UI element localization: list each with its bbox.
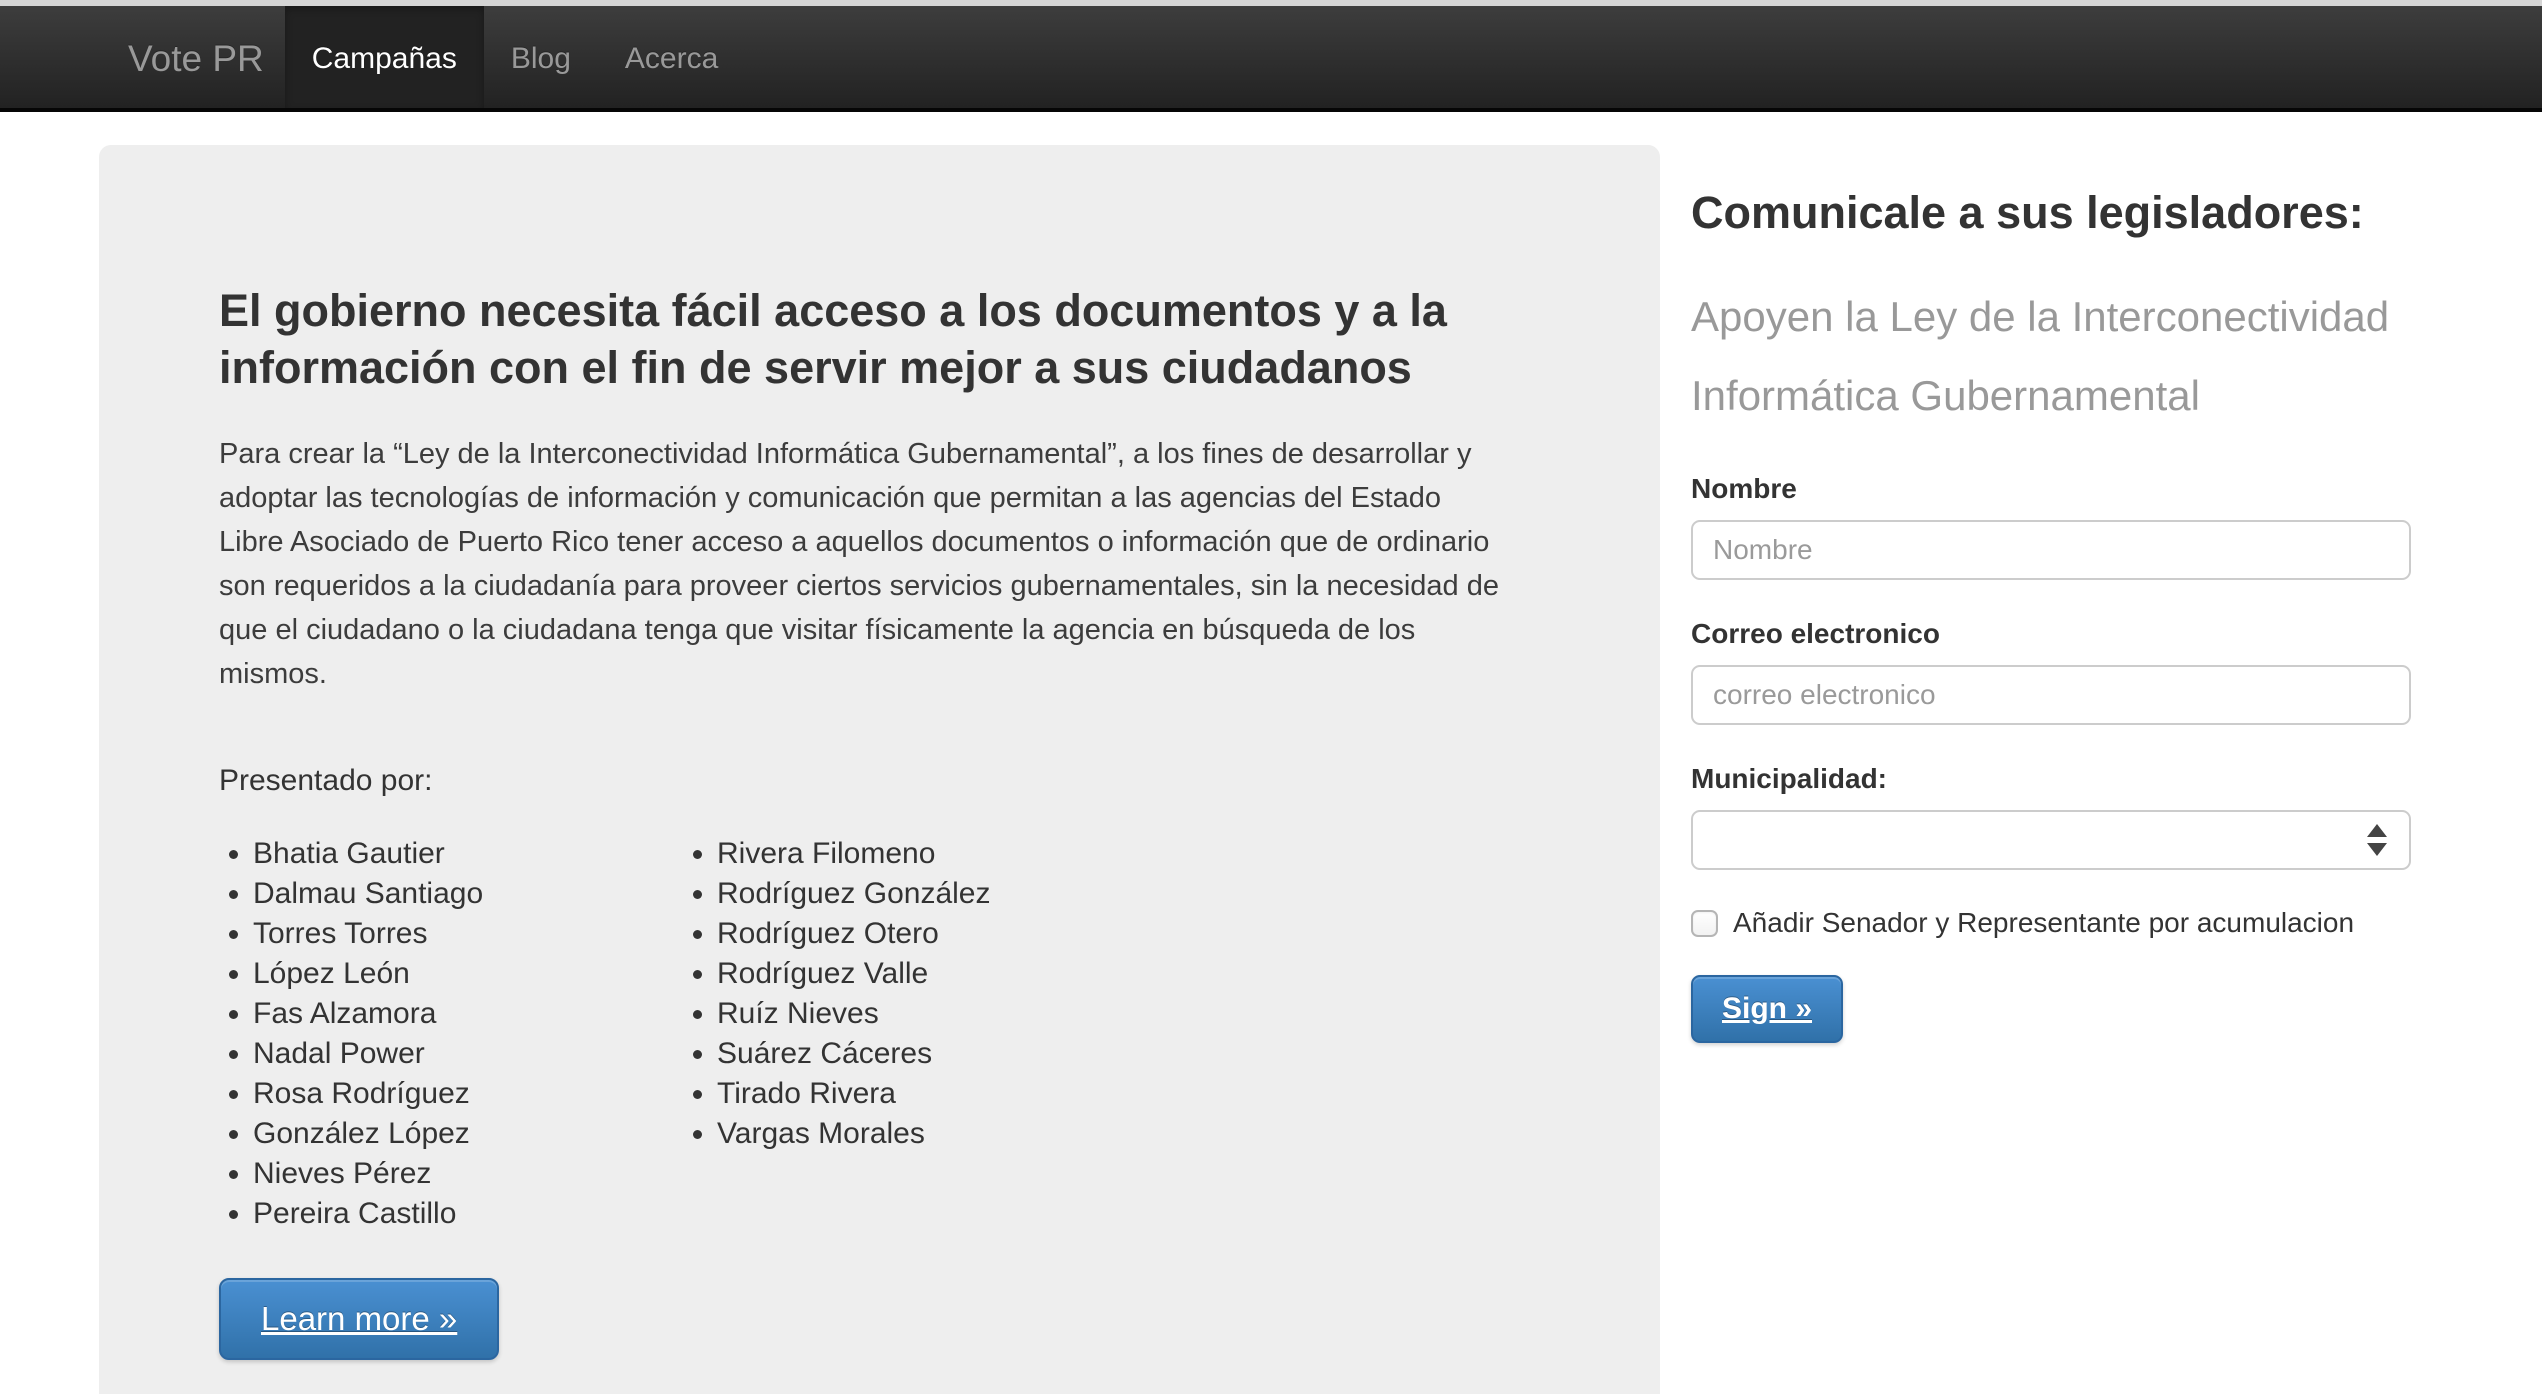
presenters-column-1 [219, 834, 683, 1234]
presenter-item: • Torres Torres [253, 914, 683, 954]
form-heading: Comunicale a sus legisladores: [1691, 187, 2364, 238]
campaign-panel [99, 145, 1660, 1394]
name-input[interactable] [1691, 520, 2411, 580]
presenter-list [219, 834, 683, 1234]
sign-button[interactable]: Sign » [1691, 975, 1843, 1043]
form-subheading: Apoyen la Ley de la Interconectividad Informática Gubernamental [1691, 293, 2390, 419]
presenter-item: • Bhatia Gautier [253, 834, 683, 874]
municipality-label: Municipalidad: [1691, 763, 1887, 794]
presenters-column-2 [683, 834, 1147, 1234]
acumulacion-checkbox-label: Añadir Senador y Representante por acumulacion [1733, 907, 2355, 938]
presenter-item: • Rosa Rodríguez [253, 1074, 683, 1114]
presenter-list [683, 834, 1147, 1154]
presenter-item: • González López [253, 1114, 683, 1154]
learn-more-button[interactable]: Learn more » [219, 1278, 499, 1360]
presenter-item: • Rodríguez Valle [717, 954, 1147, 994]
presenter-item: • Nieves Pérez [253, 1154, 683, 1194]
presenter-item: • Rodríguez González [717, 874, 1147, 914]
presenter-item: • Dalmau Santiago [253, 874, 683, 914]
select-stepper-icon [2367, 824, 2387, 856]
presenter-item: • Fas Alzamora [253, 994, 683, 1034]
acumulacion-checkbox[interactable] [1691, 910, 1718, 937]
acumulacion-row [1691, 907, 2411, 939]
presenter-item: • Pereira Castillo [253, 1194, 683, 1234]
campaign-title: El gobierno necesita fácil acceso a los documentos y a la información con el fin de servir mejor a sus ciudadanos [219, 285, 1447, 393]
nav-item-acerca[interactable]: Acerca [624, 42, 719, 75]
presenter-item: • López León [253, 954, 683, 994]
presenter-item: • Ruíz Nieves [717, 994, 1147, 1034]
email-label: Correo electronico [1691, 618, 1940, 649]
municipality-select[interactable] [1691, 810, 2411, 870]
presenter-item: • Rivera Filomeno [717, 834, 1147, 874]
nav-item-campanas[interactable]: Campañas [285, 6, 484, 108]
email-input[interactable] [1691, 665, 2411, 725]
brand-link[interactable]: Vote PR [128, 38, 264, 79]
navbar [0, 6, 2542, 112]
campaign-description: Para crear la “Ley de la Interconectividad Informática Gubernamental”, a los fines de desarrollar y adoptar las tecnologías de información y comunicación que permitan a las agencias del Estado Libre Asociado de Puerto Rico tener acceso a aquellos documentos o información que de ordinario son requeridos a la ciudadanía para proveer ciertos servicios gubernamentales, sin la necesidad de que el ciudadano o la ciudadana tenga que visitar físicamente la agencia en búsqueda de los mismos. [219, 438, 1499, 690]
presenter-item: • Tirado Rivera [717, 1074, 1147, 1114]
legislator-form [1691, 187, 2411, 1043]
presenter-item: • Vargas Morales [717, 1114, 1147, 1154]
presenter-item: • Suárez Cáceres [717, 1034, 1147, 1074]
name-label: Nombre [1691, 473, 1797, 504]
presenters-lists [219, 834, 1604, 1234]
presented-by-label: Presentado por: [219, 764, 433, 797]
nav-item-blog[interactable]: Blog [510, 42, 571, 75]
presenter-item: • Rodríguez Otero [717, 914, 1147, 954]
presenter-item: • Nadal Power [253, 1034, 683, 1074]
